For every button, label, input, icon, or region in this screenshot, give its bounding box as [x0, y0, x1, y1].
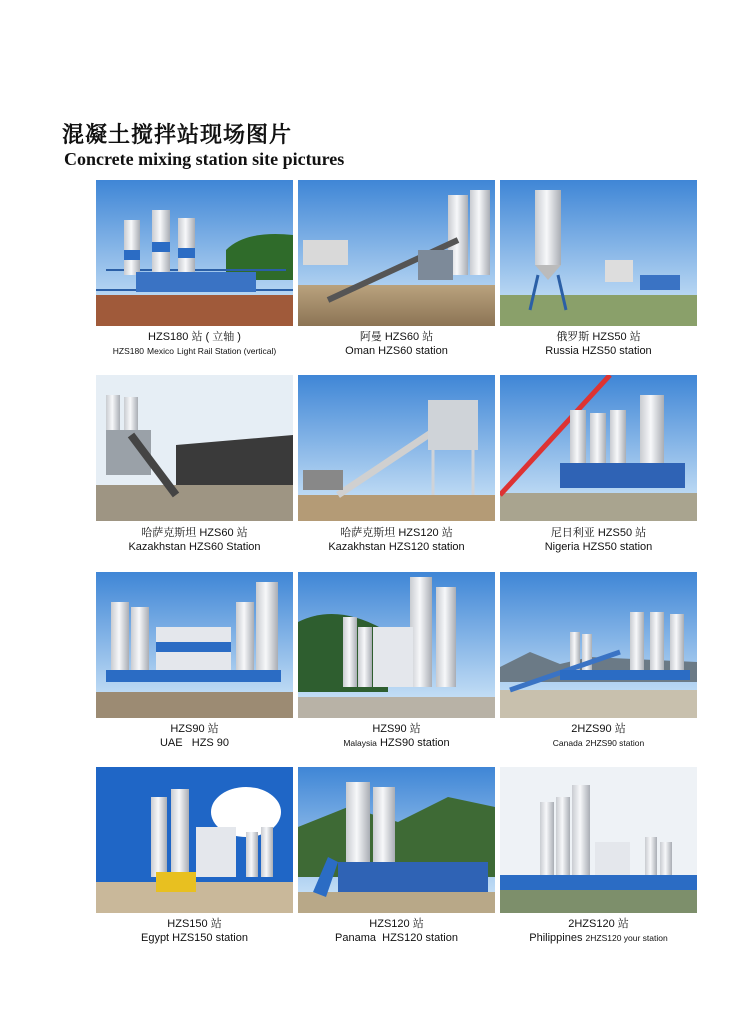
- caption-en: Kazakhstan HZS60 Station: [128, 541, 261, 553]
- caption-en: Kazakhstan HZS120 station: [328, 541, 465, 553]
- caption-en: Panama HZS120 station: [335, 932, 458, 944]
- caption-cn: 阿曼 HZS60 站: [359, 331, 434, 343]
- caption-cn: 尼日利亚 HZS50 站: [550, 527, 647, 539]
- caption-4: [96, 526, 293, 554]
- caption-11: [298, 917, 495, 945]
- site-photo-7: [96, 572, 293, 718]
- caption-en: UAE HZS 90: [159, 737, 230, 749]
- caption-cn: HZS150 站: [167, 918, 222, 930]
- site-photo-1: [96, 180, 293, 326]
- caption-cn: 2HZS90 站: [571, 723, 626, 735]
- site-photo-9: [500, 572, 697, 718]
- page-title-english: Concrete mixing station site pictures: [64, 149, 345, 169]
- caption-cn: 2HZS120 站: [568, 918, 629, 930]
- caption-10: [96, 917, 293, 945]
- site-photo-3: [500, 180, 697, 326]
- caption-5: [298, 526, 495, 554]
- caption-en: HZS180 Mexico Light Rail Station (vertical): [112, 346, 277, 356]
- site-photo-11: [298, 767, 495, 913]
- page-title-chinese: 混凝土搅拌站现场图片: [62, 123, 293, 148]
- caption-en: Nigeria HZS50 station: [544, 541, 653, 553]
- site-photo-4: [96, 375, 293, 521]
- caption-2: [298, 330, 495, 358]
- caption-1: [96, 330, 293, 358]
- caption-6: [500, 526, 697, 554]
- site-photo-12: [500, 767, 697, 913]
- site-photo-5: [298, 375, 495, 521]
- caption-en: Malaysia HZS90 station: [343, 737, 450, 749]
- site-photo-8: [298, 572, 495, 718]
- caption-3: [500, 330, 697, 358]
- caption-cn: 俄罗斯 HZS50 站: [556, 331, 641, 343]
- caption-cn: HZS120 站: [369, 918, 424, 930]
- caption-8: [298, 722, 495, 750]
- caption-en: Canada 2HZS90 station: [552, 738, 645, 748]
- site-photo-2: [298, 180, 495, 326]
- caption-7: [96, 722, 293, 750]
- caption-cn: 哈萨克斯坦 HZS120 站: [340, 527, 453, 539]
- caption-cn: 哈萨克斯坦 HZS60 站: [141, 527, 248, 539]
- caption-12: [500, 917, 697, 945]
- caption-en: Russia HZS50 station: [545, 345, 652, 357]
- caption-9: [500, 722, 697, 750]
- caption-cn: HZS90 站: [372, 723, 421, 735]
- site-photo-10: [96, 767, 293, 913]
- caption-en: Philippines 2HZS120 your station: [529, 932, 668, 944]
- caption-cn: HZS90 站: [170, 723, 219, 735]
- site-photo-6: [500, 375, 697, 521]
- caption-en: Egypt HZS150 station: [140, 932, 248, 944]
- caption-en: Oman HZS60 station: [345, 345, 448, 357]
- caption-cn: HZS180 站 ( 立轴 ): [148, 331, 241, 343]
